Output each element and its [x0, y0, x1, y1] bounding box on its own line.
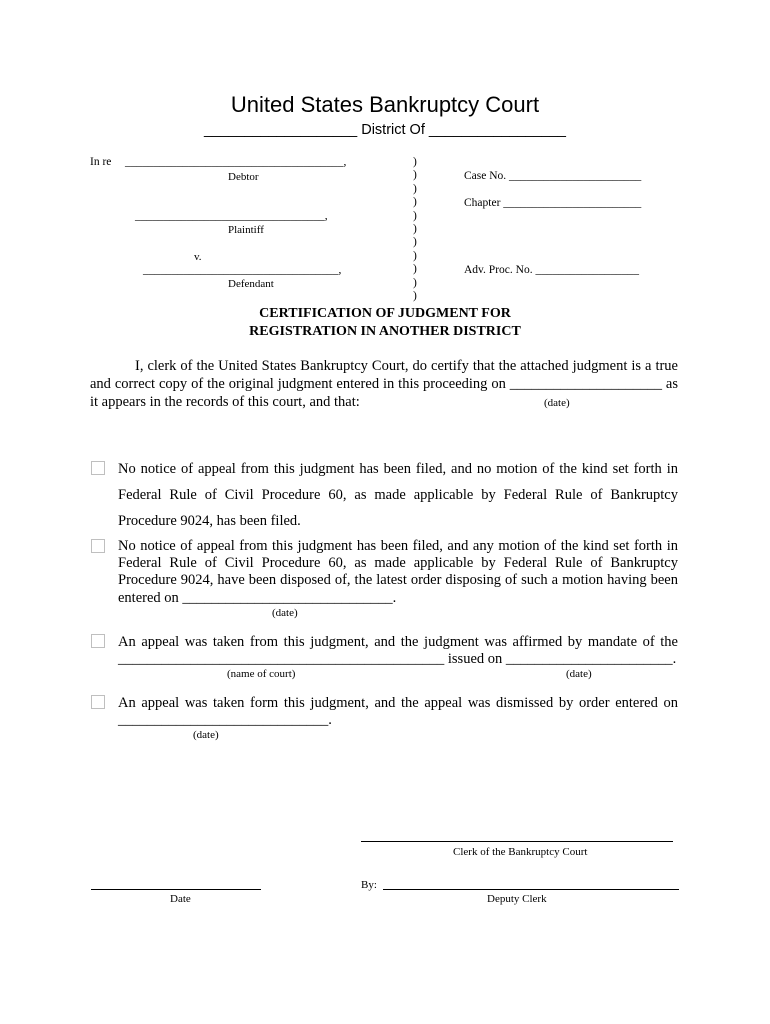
- date-signature-line[interactable]: [91, 889, 261, 890]
- option4-checkbox[interactable]: [91, 695, 105, 709]
- option1-line3: Procedure 9024, has been filed.: [118, 513, 301, 529]
- option1-checkbox[interactable]: [91, 461, 105, 475]
- clerk-label: Clerk of the Bankruptcy Court: [453, 846, 588, 858]
- option2-date-label: (date): [272, 607, 298, 619]
- intro-line1: I, clerk of the United States Bankruptcy Court, do certify that the attached judgment is a true: [135, 358, 678, 374]
- option3-court-date-field[interactable]: _____________________________________________ issued on _______________________.: [118, 651, 677, 667]
- defendant-label: Defendant: [228, 278, 274, 290]
- option3-line1: An appeal was taken from this judgment, and the judgment was affirmed by mandate of the: [118, 634, 678, 650]
- debtor-field[interactable]: ______________________________________,: [125, 156, 347, 168]
- date-label: Date: [170, 893, 191, 905]
- intro-date-label: (date): [544, 397, 570, 409]
- option4-date-field[interactable]: _____________________________.: [118, 712, 332, 728]
- option3-date-label: (date): [566, 668, 592, 680]
- option3-checkbox[interactable]: [91, 634, 105, 648]
- document-title-line2: REGISTRATION IN ANOTHER DISTRICT: [249, 324, 521, 339]
- by-label: By:: [361, 879, 377, 891]
- option2-line1: No notice of appeal from this judgment has been filed, and any motion of the kind set forth in: [118, 538, 678, 554]
- debtor-label: Debtor: [228, 171, 259, 183]
- option4-line1: An appeal was taken form this judgment, and the appeal was dismissed by order entered on: [118, 695, 678, 711]
- option2-checkbox[interactable]: [91, 539, 105, 553]
- intro-line2[interactable]: and correct copy of the original judgment entered in this proceeding on _____________________ as: [90, 376, 678, 392]
- plaintiff-field[interactable]: _________________________________,: [135, 210, 328, 222]
- versus-label: v.: [194, 251, 202, 263]
- document-title-line1: CERTIFICATION OF JUDGMENT FOR: [259, 306, 511, 321]
- option2-line3: Procedure 9024, have been disposed of, the latest order disposing of such a motion having been: [118, 572, 678, 588]
- case-number-field[interactable]: Case No. _______________________: [464, 170, 642, 182]
- option2-line2: Federal Rule of Civil Procedure 60, as made applicable by Federal Rule of Bankruptcy: [118, 555, 678, 571]
- option3-court-label: (name of court): [227, 668, 296, 680]
- in-re-label: In re: [90, 156, 112, 168]
- chapter-field[interactable]: Chapter ________________________: [464, 197, 642, 209]
- option2-date-field[interactable]: entered on _____________________________.: [118, 590, 397, 606]
- option1-line2: Federal Rule of Civil Procedure 60, as made applicable by Federal Rule of Bankruptcy: [118, 487, 678, 503]
- court-title: United States Bankruptcy Court: [230, 92, 540, 117]
- option1-line1: No notice of appeal from this judgment has been filed, and no motion of the kind set forth in: [118, 461, 678, 477]
- defendant-field[interactable]: __________________________________,: [143, 264, 342, 276]
- district-line[interactable]: ___________________ District Of _________________: [203, 122, 566, 138]
- intro-line3: it appears in the records of this court, and that:: [90, 394, 360, 410]
- deputy-clerk-label: Deputy Clerk: [487, 893, 547, 905]
- adv-proc-number-field[interactable]: Adv. Proc. No. __________________: [464, 264, 639, 276]
- clerk-signature-line[interactable]: [361, 841, 673, 842]
- caption-divider: ) ) ) ) ) ) ) ) ) ) ): [413, 156, 417, 303]
- deputy-signature-line[interactable]: [383, 889, 679, 890]
- plaintiff-label: Plaintiff: [228, 224, 264, 236]
- option4-date-label: (date): [193, 729, 219, 741]
